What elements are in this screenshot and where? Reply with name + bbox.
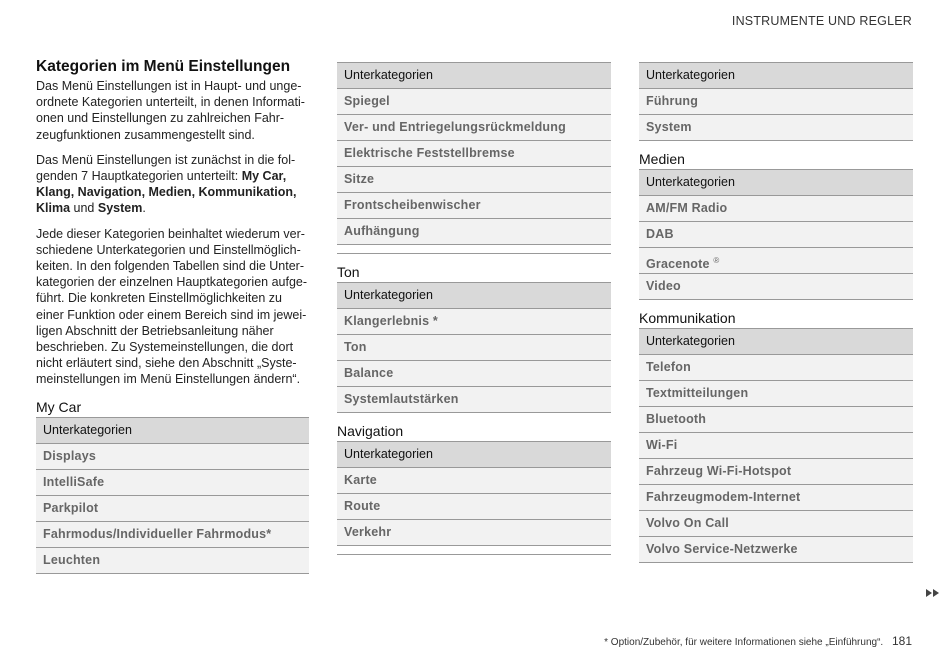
intro-p2-and: und	[70, 201, 98, 216]
table-row: Systemlautstärken	[337, 387, 611, 413]
table-row: Volvo On Call	[639, 511, 913, 537]
section-title-ton: Ton	[337, 264, 360, 280]
table-row: Führung	[639, 89, 913, 115]
column-middle	[337, 62, 611, 563]
table-navigation	[337, 441, 611, 555]
table-row: Leuchten	[36, 548, 309, 574]
table-row-empty	[337, 546, 611, 555]
table-row: Ver- und Entriegelungsrückmeldung	[337, 115, 611, 141]
section-title-kommunikation: Kommunikation	[639, 310, 736, 326]
table-row: Fahrzeug Wi-Fi-Hotspot	[639, 459, 913, 485]
table-row: Telefon	[639, 355, 913, 381]
table-row: Video	[639, 274, 913, 300]
table-row: Route	[337, 494, 611, 520]
table-mycar-continued	[337, 62, 611, 254]
table-row: Sitze	[337, 167, 611, 193]
table-row: Wi-Fi	[639, 433, 913, 459]
table-row: Spiegel	[337, 89, 611, 115]
table-header: Unterkategorien	[639, 170, 913, 196]
footnote-text: * Option/Zubehör, für weitere Informationen siehe „Einführung“.	[604, 637, 884, 648]
section-title-mycar: My Car	[36, 398, 82, 415]
intro-paragraph-2	[36, 152, 309, 217]
table-row: Volvo Service-Netzwerke	[639, 537, 913, 563]
column-left	[36, 58, 309, 582]
table-row: IntelliSafe	[36, 470, 309, 496]
table-row-label: Gracenote	[646, 257, 710, 272]
table-medien	[639, 169, 913, 300]
table-row: AM/FM Radio	[639, 196, 913, 222]
intro-p2-end: .	[142, 201, 146, 216]
table-ton	[337, 282, 611, 413]
intro-paragraph-1: Das Menü Einstellungen ist in Haupt- und ungeordnete Kategorien unterteilt, in denen Informationen und Einstellungen zu zahlreichen Fahrzeugfunktionen zusammengestellt sind.	[36, 79, 305, 142]
table-header: Unterkategorien	[36, 418, 309, 444]
table-header: Unterkategorien	[639, 63, 913, 89]
table-row: DAB	[639, 222, 913, 248]
table-row: Fahrzeugmodem-Internet	[639, 485, 913, 511]
column-right	[639, 62, 913, 571]
page-number: 181	[891, 634, 912, 648]
table-row: Elektrische Feststellbremse	[337, 141, 611, 167]
running-header: INSTRUMENTE UND REGLER	[731, 14, 912, 28]
table-row: Klangerlebnis *	[337, 309, 611, 335]
table-row: Aufhängung	[337, 219, 611, 245]
registered-mark: ®	[713, 256, 720, 265]
table-row: Balance	[337, 361, 611, 387]
table-row: Karte	[337, 468, 611, 494]
table-row	[639, 248, 913, 274]
table-row: Ton	[337, 335, 611, 361]
table-header: Unterkategorien	[337, 63, 611, 89]
double-arrow-right-icon	[926, 588, 940, 601]
intro-paragraph-3: Jede dieser Kategorien beinhaltet wiederum verschiedene Unterkategorien und Einstellmöglichkeiten. In den folgenden Tabellen sind die Unterkategorien der einzelnen Hauptkategorien aufgeführt. Die konkreten Einstellmöglichkeiten zu einer Funktion oder einem Bereich sind im jeweiligen Abschnitt der Betriebsanleitung näher beschrieben. Zu Systemeinstellungen, die dort nicht erläutert sind, siehe den Abschnitt „Systemeinstellungen im Menü Einstellungen ändern“.	[36, 226, 308, 387]
table-header: Unterkategorien	[337, 283, 611, 309]
intro-p2-text: Das Menü Einstellungen ist zunächst in die folgenden 7 Hauptkategorien unterteilt:	[36, 152, 296, 184]
table-header: Unterkategorien	[337, 442, 611, 468]
intro-p2-categories: My Car, Klang, Navigation, Medien, Kommunikation, Klima	[36, 169, 297, 216]
table-row: Displays	[36, 444, 309, 470]
footer	[604, 634, 912, 648]
table-row: Frontscheibenwischer	[337, 193, 611, 219]
intro-p2-system: System	[97, 201, 143, 216]
table-kommunikation	[639, 328, 913, 563]
table-row: System	[639, 115, 913, 141]
table-row: Bluetooth	[639, 407, 913, 433]
table-navigation-continued	[639, 62, 913, 141]
section-title-navigation: Navigation	[337, 423, 404, 439]
table-row: Parkpilot	[36, 496, 309, 522]
page-title: Kategorien im Menü Einstellungen	[36, 58, 291, 75]
table-mycar	[36, 417, 309, 574]
double-arrow-right-icon-svg	[926, 588, 940, 598]
table-row-empty	[337, 245, 611, 254]
section-title-medien: Medien	[639, 151, 685, 167]
table-row: Verkehr	[337, 520, 611, 546]
table-row: Textmitteilungen	[639, 381, 913, 407]
table-row: Fahrmodus/Individueller Fahrmodus*	[36, 522, 309, 548]
table-header: Unterkategorien	[639, 329, 913, 355]
